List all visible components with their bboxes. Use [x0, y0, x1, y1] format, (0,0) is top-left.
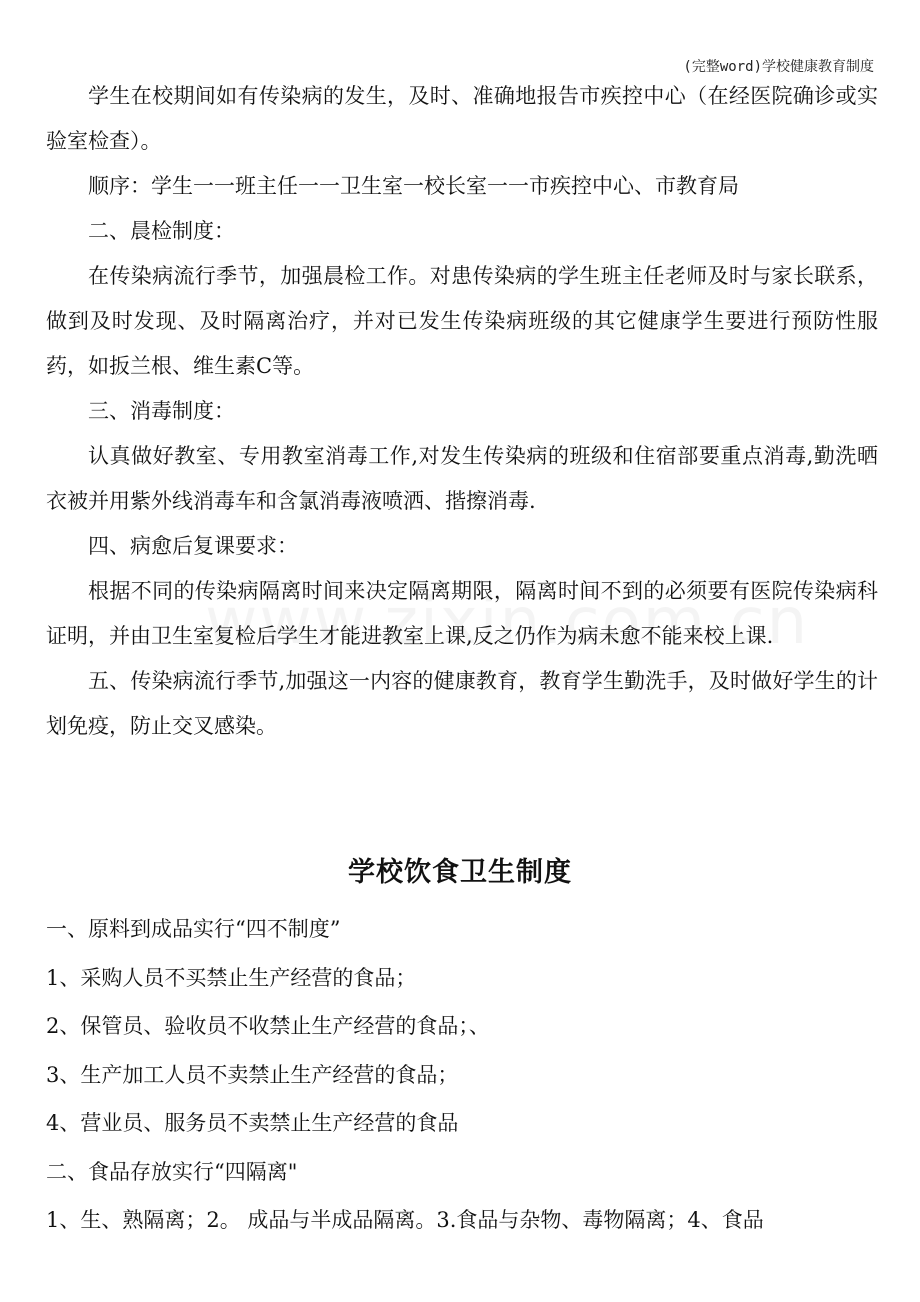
paragraph-report: 学生在校期间如有传染病的发生，及时、准确地报告市疾控中心（在经医院确诊或实验室检查）。 [46, 84, 878, 153]
paragraph-return-to-class: 根据不同的传染病隔离时间来决定隔离期限，隔离时间不到的必须要有医院传染病科证明，并由卫生室复检后学生才能进教室上课,反之仍作为病未愈不能来校上课. [46, 579, 878, 648]
heading-return-to-class: 四、病愈后复课要求： [88, 534, 298, 558]
list-line: 3、生产加工人员不卖禁止生产经营的食品； [46, 1062, 459, 1087]
heading-morning-check: 二、晨检制度： [88, 219, 235, 243]
list-line: 1、采购人员不买禁止生产经营的食品； [46, 965, 417, 990]
page-header: (完整word)学校健康教育制度 [683, 59, 874, 75]
list-line: 2、保管员、验收员不收禁止生产经营的食品；、 [46, 1014, 490, 1038]
section-title: 学校饮食卫生制度 [348, 857, 572, 888]
list-line: 1、生、熟隔离；2。 成品与半成品隔离。3.食品与杂物、毒物隔离；4、食品 [46, 1208, 764, 1232]
list-line: 一、原料到成品实行“四不制度” [46, 917, 341, 941]
paragraph-morning-check: 在传染病流行季节，加强晨检工作。对患传染病的学生班主任老师及时与家长联系，做到及时发现、及时隔离治疗，并对已发生传染病班级的其它健康学生要进行预防性服药，如扳兰根、维生素C等。 [46, 264, 878, 378]
paragraph-disinfection: 认真做好教室、专用教室消毒工作,对发生传染病的班级和住宿部要重点消毒,勤洗晒衣被并用紫外线消毒车和含氯消毒液喷洒、揩擦消毒. [46, 444, 878, 513]
section-infectious-disease [46, 74, 878, 749]
list-line: 4、营业员、服务员不卖禁止生产经营的食品 [46, 1111, 459, 1135]
paragraph-health-education: 五、传染病流行季节,加强这一内容的健康教育，教育学生勤洗手，及时做好学生的计划免疫，防止交叉感染。 [46, 669, 878, 738]
paragraph-report-order: 顺序：学生一一班主任一一卫生室一校长室一一市疾控中心、市教育局 [88, 174, 739, 198]
heading-disinfection: 三、消毒制度： [88, 399, 235, 423]
list-line: 二、食品存放实行“四隔离" [46, 1159, 298, 1184]
section-food-hygiene [46, 905, 882, 1245]
